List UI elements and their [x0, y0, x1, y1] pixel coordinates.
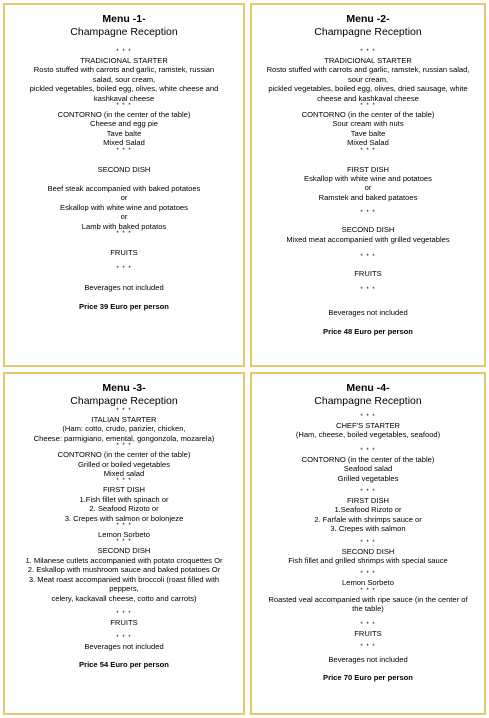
second-line: 3. Meat roast accompanied with broccoli (roast filled with [28, 574, 220, 584]
menu-title: Menu -3- [102, 382, 146, 394]
menu-subtitle: Champagne Reception [314, 395, 422, 407]
separator: * * * [360, 489, 376, 496]
menu-card-4 [250, 372, 486, 715]
menu-title: Menu -4- [346, 382, 390, 394]
section-heading-fruits: FRUITS [110, 617, 138, 627]
starter-line: Rosto stuffed with carrots and garlic, ramstek, russian salad, [266, 65, 470, 75]
separator: * * * [116, 523, 132, 530]
section-heading-starter: TRADICIONAL STARTER [324, 56, 412, 65]
menu-subtitle: Champagne Reception [70, 395, 178, 407]
separator: * * * [116, 103, 132, 110]
section-heading-second: SECOND DISH [97, 546, 151, 556]
separator: * * * [360, 621, 376, 628]
second-line: peppers, [109, 584, 139, 594]
section-heading-second: SECOND DISH [341, 546, 395, 556]
menu-price: Price 70 Euro per person [323, 672, 413, 682]
sorbet-line: Lemon Sorbeto [98, 530, 150, 540]
menu-price: Price 48 Euro per person [323, 326, 413, 336]
separator: * * * [116, 635, 132, 642]
starter-line: Cheese: parmigiano, emental, gongonzola, mozarela) [33, 433, 215, 443]
section-heading-contorno: CONTORNO (in the center of the table) [57, 450, 191, 460]
separator: * * * [116, 539, 132, 546]
menu-price: Price 39 Euro per person [79, 301, 169, 311]
starter-line: pickled vegetables, boiled egg, olives, white cheese and [29, 84, 219, 94]
contorno-line: Grilled or boiled vegetables [77, 459, 171, 469]
second-line: or [120, 193, 128, 203]
section-heading-starter: ITALIAN STARTER [91, 415, 157, 424]
second-line: 2. Eskallop with mushroom sauce and baked potatoes Or [27, 565, 221, 575]
menu-subtitle: Champagne Reception [70, 26, 178, 38]
contorno-line: Tave balte [350, 128, 386, 138]
contorno-line: Seafood salad [343, 464, 393, 474]
first-line: 1.Fish fillet with spinach or [79, 494, 169, 504]
first-line: 2. Farfale with shrimps sauce or [314, 514, 422, 524]
contorno-line: Mixed Salad [347, 138, 389, 148]
beverages-note: Beverages not included [84, 642, 164, 652]
starter-line: Rosto stuffed with carrots and garlic, ramstek, russian [33, 65, 215, 75]
separator: * * * [360, 147, 376, 154]
separator: * * * [116, 265, 132, 272]
menu-card-2 [250, 3, 486, 367]
menu-subtitle: Champagne Reception [314, 26, 422, 38]
section-heading-fruits: FRUITS [110, 248, 138, 258]
main-line: the table) [352, 604, 384, 614]
section-heading-contorno: CONTORNO (in the center of the table) [301, 110, 435, 120]
section-heading-first: FIRST DISH [102, 485, 146, 495]
separator: * * * [360, 210, 376, 217]
first-line: or [364, 183, 372, 193]
beverages-note: Beverages not included [328, 655, 408, 665]
menu-price: Price 54 Euro per person [79, 659, 169, 669]
contorno-line: Sour cream with nuts [332, 119, 404, 129]
beverages-note: Beverages not included [328, 307, 408, 317]
sorbet-line: Lemon Sorbeto [342, 578, 394, 588]
first-line: 3. Crepes with salmon or bolonjeze [64, 513, 184, 523]
section-heading-starter: CHEF'S STARTER [335, 421, 401, 430]
separator: * * * [116, 231, 132, 238]
second-line: Eskallop with white wine and potatoes [60, 202, 188, 212]
section-heading-second: SECOND DISH [97, 164, 151, 174]
separator: * * * [360, 254, 376, 261]
section-heading-fruits: FRUITS [354, 628, 382, 638]
first-line: 2. Seafood Rizoto or [89, 504, 159, 514]
separator: * * * [360, 49, 376, 55]
first-line: 3. Crepes with salmon [330, 524, 406, 534]
contorno-line: Mixed salad [103, 469, 145, 479]
second-line: 1. Milanese cutlets accompanied with potato croquettes Or [25, 555, 223, 565]
second-line: Lamb with baked potatos [81, 221, 167, 231]
starter-line: pickled vegetables, boiled egg, olives, dried sausage, white [268, 84, 468, 94]
contorno-line: Mixed Salad [103, 138, 145, 148]
menu-title: Menu -1- [102, 13, 146, 25]
section-heading-first: FIRST DISH [346, 496, 390, 506]
starter-line: salad, sour cream, [92, 74, 156, 84]
section-heading-first: FIRST DISH [346, 164, 390, 174]
separator: * * * [116, 443, 132, 450]
separator: * * * [360, 447, 376, 454]
second-line: Mixed meat accompanied with grilled vegetables [286, 234, 450, 244]
second-line: celery, kackavall cheese, cotto and carrots) [51, 593, 197, 603]
menu-card-3 [3, 372, 245, 715]
separator: * * * [116, 478, 132, 485]
beverages-note: Beverages not included [84, 282, 164, 292]
main-line: Roasted veal accompanied with ripe sauce (in the center of [268, 594, 468, 604]
separator: * * * [116, 49, 132, 55]
second-line: or [120, 212, 128, 222]
starter-line: (Ham: cotto, crudo, parizier, chicken, [62, 424, 186, 434]
separator: * * * [116, 610, 132, 617]
contorno-line: Tave balte [106, 128, 142, 138]
separator: * * * [360, 414, 376, 420]
starter-line: kashkaval cheese [93, 93, 155, 103]
separator: * * * [116, 408, 132, 414]
separator: * * * [360, 644, 376, 651]
separator: * * * [360, 571, 376, 578]
first-line: Ramstek and baked patatoes [318, 192, 418, 202]
second-line: Fish fillet and grilled shrimps with special sauce [288, 556, 448, 566]
separator: * * * [360, 286, 376, 293]
menu-card-1 [3, 3, 245, 367]
separator: * * * [360, 103, 376, 110]
section-heading-contorno: CONTORNO (in the center of the table) [57, 110, 191, 120]
starter-line: (Ham, cheese, boiled vegetables, seafood) [295, 430, 441, 440]
separator: * * * [116, 147, 132, 154]
contorno-line: Grilled vegetables [337, 473, 399, 483]
first-line: Eskallop with white wine and potatoes [304, 174, 432, 184]
starter-line: cheese and kashkaval cheese [317, 93, 419, 103]
separator: * * * [360, 539, 376, 546]
section-heading-contorno: CONTORNO (in the center of the table) [301, 454, 435, 464]
menu-title: Menu -2- [346, 13, 390, 25]
first-line: 1.Seafood Rizoto or [334, 505, 402, 515]
section-heading-second: SECOND DISH [341, 225, 395, 235]
section-heading-starter: TRADICIONAL STARTER [80, 56, 168, 65]
contorno-line: Cheese and egg pie [90, 119, 158, 129]
starter-line: sour cream, [347, 74, 389, 84]
separator: * * * [360, 587, 376, 594]
second-line: Beef steak accompanied with baked potatoes [47, 184, 201, 194]
section-heading-fruits: FRUITS [354, 269, 382, 279]
